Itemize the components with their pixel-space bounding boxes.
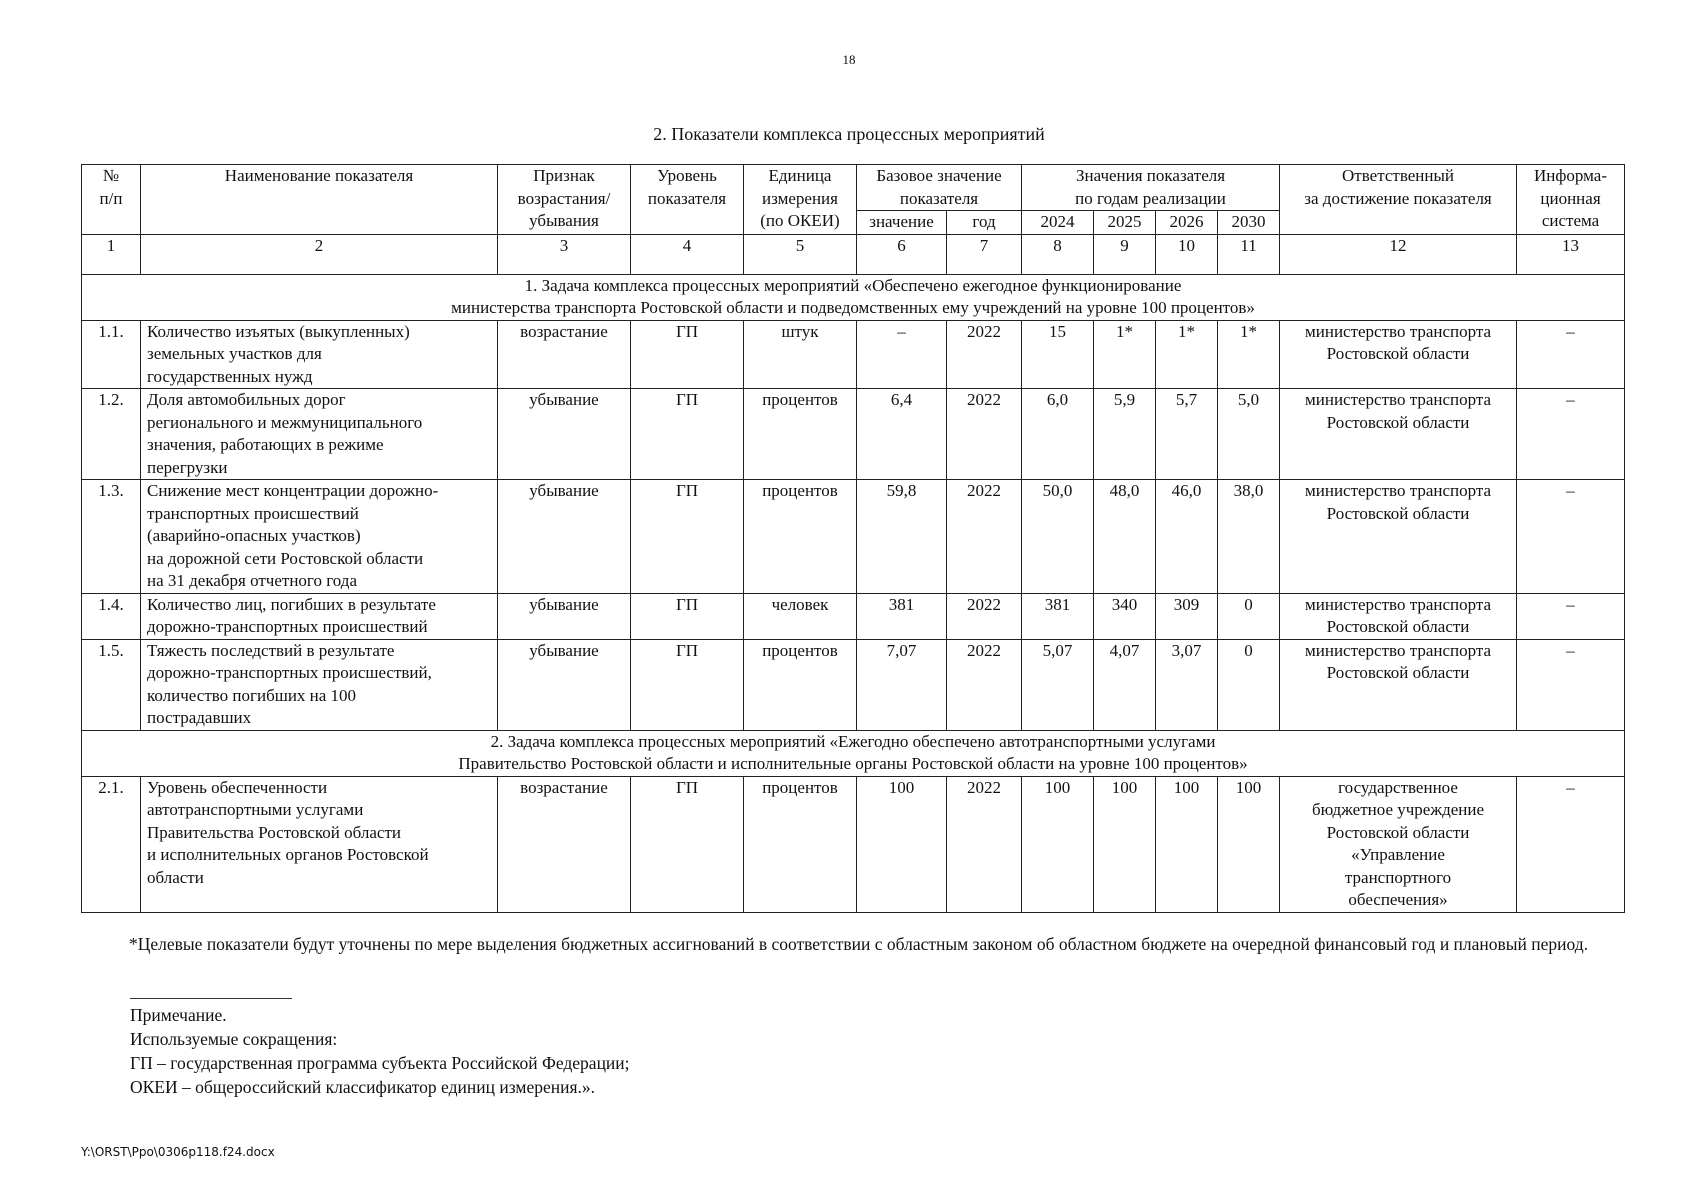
cell-name: Доля автомобильных дорог регионального и межмуниципального значения, работающих в режиме перегрузки — [141, 389, 498, 480]
cell-unit: процентов — [744, 480, 857, 594]
column-number: 10 — [1156, 234, 1218, 274]
cell-num: 1.2. — [82, 389, 141, 480]
cell-sign: убывание — [498, 389, 631, 480]
cell-byear: 2022 — [947, 639, 1022, 730]
cell-num: 1.4. — [82, 593, 141, 639]
header-sign: Признак возрастания/ убывания — [498, 165, 631, 235]
cell-level: ГП — [631, 776, 744, 912]
cell-bval: – — [857, 320, 947, 389]
notes — [130, 1003, 630, 1099]
column-number: 13 — [1517, 234, 1625, 274]
column-number: 7 — [947, 234, 1022, 274]
cell-resp: министерство транспорта Ростовской области — [1280, 389, 1517, 480]
cell-bval: 6,4 — [857, 389, 947, 480]
cell-v2030: 0 — [1218, 593, 1280, 639]
cell-v2026: 3,07 — [1156, 639, 1218, 730]
cell-num: 2.1. — [82, 776, 141, 912]
cell-level: ГП — [631, 320, 744, 389]
cell-v2030: 100 — [1218, 776, 1280, 912]
table-row — [82, 593, 1625, 639]
cell-v2024: 5,07 — [1022, 639, 1094, 730]
cell-byear: 2022 — [947, 593, 1022, 639]
cell-v2024: 15 — [1022, 320, 1094, 389]
cell-byear: 2022 — [947, 776, 1022, 912]
table-row — [82, 776, 1625, 912]
task-2-indicators — [82, 776, 1625, 912]
table-row — [82, 389, 1625, 480]
cell-num: 1.1. — [82, 320, 141, 389]
cell-byear: 2022 — [947, 389, 1022, 480]
column-number: 6 — [857, 234, 947, 274]
cell-sys: – — [1517, 320, 1625, 389]
cell-resp: государственное бюджетное учреждение Ростовской области «Управление транспортного обеспечения» — [1280, 776, 1517, 912]
notes-divider — [130, 998, 292, 999]
header-2025: 2025 — [1094, 211, 1156, 235]
cell-level: ГП — [631, 639, 744, 730]
column-number: 4 — [631, 234, 744, 274]
page-number: 18 — [842, 52, 856, 67]
cell-sys: – — [1517, 776, 1625, 912]
column-number: 1 — [82, 234, 141, 274]
cell-sign: убывание — [498, 480, 631, 594]
table-row — [82, 480, 1625, 594]
cell-sign: возрастание — [498, 776, 631, 912]
cell-v2025: 100 — [1094, 776, 1156, 912]
cell-bval: 59,8 — [857, 480, 947, 594]
header-base: Базовое значение показателя — [857, 165, 1022, 211]
cell-sys: – — [1517, 639, 1625, 730]
column-number: 5 — [744, 234, 857, 274]
column-number: 9 — [1094, 234, 1156, 274]
cell-name: Снижение мест концентрации дорожно- транспортных происшествий (аварийно-опасных участков) на дорожной сети Ростовской области на 31 декабря отчетного года — [141, 480, 498, 594]
header-name: Наименование показателя — [141, 165, 498, 235]
cell-num: 1.3. — [82, 480, 141, 594]
file-path: Y:\ORST\Ppo\0306p118.f24.docx — [81, 1145, 275, 1159]
header-2024: 2024 — [1022, 211, 1094, 235]
cell-sign: убывание — [498, 593, 631, 639]
cell-bval: 7,07 — [857, 639, 947, 730]
indicators-table — [81, 164, 1625, 913]
cell-byear: 2022 — [947, 480, 1022, 594]
cell-v2025: 340 — [1094, 593, 1156, 639]
task-1-indicators — [82, 320, 1625, 730]
table-row — [82, 639, 1625, 730]
cell-v2026: 100 — [1156, 776, 1218, 912]
column-numbers-row — [82, 234, 1625, 274]
cell-v2026: 46,0 — [1156, 480, 1218, 594]
cell-v2024: 381 — [1022, 593, 1094, 639]
cell-resp: министерство транспорта Ростовской области — [1280, 320, 1517, 389]
header-base-value: значение — [857, 211, 947, 235]
cell-byear: 2022 — [947, 320, 1022, 389]
cell-level: ГП — [631, 389, 744, 480]
header-responsible: Ответственный за достижение показателя — [1280, 165, 1517, 235]
cell-num: 1.5. — [82, 639, 141, 730]
cell-sys: – — [1517, 593, 1625, 639]
task-1-row — [82, 274, 1625, 320]
cell-sys: – — [1517, 389, 1625, 480]
cell-resp: министерство транспорта Ростовской области — [1280, 480, 1517, 594]
cell-sign: убывание — [498, 639, 631, 730]
task-2-row — [82, 730, 1625, 776]
cell-v2030: 0 — [1218, 639, 1280, 730]
cell-bval: 100 — [857, 776, 947, 912]
cell-v2025: 48,0 — [1094, 480, 1156, 594]
footnote: *Целевые показатели будут уточнены по мере выделения бюджетных ассигнований в соответствии с областным законом об областном бюджете на очередной финансовый год и плановый период. — [129, 934, 1589, 954]
cell-level: ГП — [631, 593, 744, 639]
cell-sign: возрастание — [498, 320, 631, 389]
cell-unit: процентов — [744, 639, 857, 730]
header-row-1 — [82, 165, 1625, 211]
header-2026: 2026 — [1156, 211, 1218, 235]
cell-v2026: 5,7 — [1156, 389, 1218, 480]
cell-level: ГП — [631, 480, 744, 594]
note-line: Примечание. — [130, 1005, 227, 1025]
cell-unit: человек — [744, 593, 857, 639]
header-values: Значения показателя по годам реализации — [1022, 165, 1280, 211]
cell-v2026: 1* — [1156, 320, 1218, 389]
table-row — [82, 320, 1625, 389]
section-title: 2. Показатели комплекса процессных мероприятий — [653, 124, 1045, 144]
column-number: 3 — [498, 234, 631, 274]
header-num: № п/п — [82, 165, 141, 235]
column-number: 12 — [1280, 234, 1517, 274]
cell-sys: – — [1517, 480, 1625, 594]
column-number: 8 — [1022, 234, 1094, 274]
task-2-title: 2. Задача комплекса процессных мероприятий «Ежегодно обеспечено автотранспортными услугами Правительство Ростовской области и исполнительные органы Ростовской области на уровне 100 процентов» — [82, 730, 1625, 776]
column-number: 2 — [141, 234, 498, 274]
header-base-year: год — [947, 211, 1022, 235]
header-unit: Единица измерения (по ОКЕИ) — [744, 165, 857, 235]
cell-name: Количество лиц, погибших в результате дорожно-транспортных происшествий — [141, 593, 498, 639]
header-level: Уровень показателя — [631, 165, 744, 235]
cell-v2030: 5,0 — [1218, 389, 1280, 480]
header-2030: 2030 — [1218, 211, 1280, 235]
task-1-title: 1. Задача комплекса процессных мероприятий «Обеспечено ежегодное функционирование министерства транспорта Ростовской области и подведомственных ему учреждений на уровне 100 процентов» — [82, 274, 1625, 320]
cell-v2024: 6,0 — [1022, 389, 1094, 480]
cell-v2025: 1* — [1094, 320, 1156, 389]
cell-v2026: 309 — [1156, 593, 1218, 639]
note-line: ГП – государственная программа субъекта Российской Федерации; — [130, 1053, 630, 1073]
cell-name: Уровень обеспеченности автотранспортными услугами Правительства Ростовской области и исполнительных органов Ростовской области — [141, 776, 498, 912]
cell-name: Тяжесть последствий в результате дорожно-транспортных происшествий, количество погибших на 100 пострадавших — [141, 639, 498, 730]
note-line: Используемые сокращения: — [130, 1029, 338, 1049]
cell-v2025: 4,07 — [1094, 639, 1156, 730]
cell-resp: министерство транспорта Ростовской области — [1280, 593, 1517, 639]
cell-unit: процентов — [744, 389, 857, 480]
column-number: 11 — [1218, 234, 1280, 274]
cell-v2024: 50,0 — [1022, 480, 1094, 594]
note-line: ОКЕИ – общероссийский классификатор единиц измерения.». — [130, 1077, 596, 1097]
cell-v2025: 5,9 — [1094, 389, 1156, 480]
cell-unit: штук — [744, 320, 857, 389]
cell-name: Количество изъятых (выкупленных) земельных участков для государственных нужд — [141, 320, 498, 389]
cell-bval: 381 — [857, 593, 947, 639]
cell-v2030: 38,0 — [1218, 480, 1280, 594]
cell-v2024: 100 — [1022, 776, 1094, 912]
cell-unit: процентов — [744, 776, 857, 912]
header-system: Информа- ционная система — [1517, 165, 1625, 235]
cell-v2030: 1* — [1218, 320, 1280, 389]
cell-resp: министерство транспорта Ростовской области — [1280, 639, 1517, 730]
